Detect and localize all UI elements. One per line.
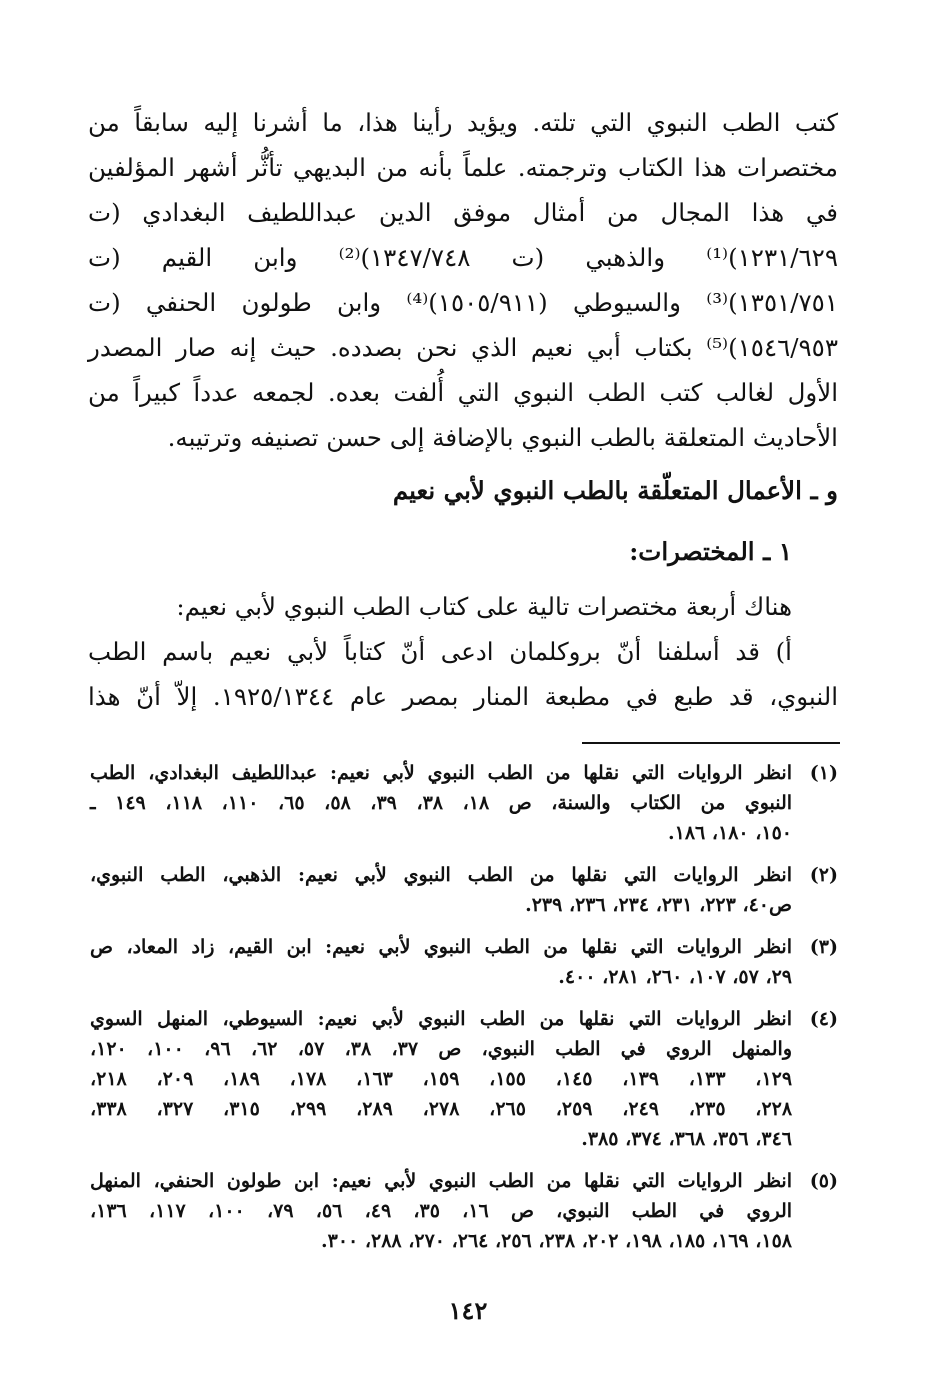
footnote-line: ١٥٨، ١٦٩، ١٨٥، ١٩٨، ٢٠٢، ٢٣٨، ٢٥٦، ٢٦٤، ٢٧٠، ٢٨٨، ٣٠٠. [321,1230,792,1252]
text-line: ١٥٤٦/٩٥٣)⁽⁵⁾ بكتاب أبي نعيم الذي نحن بصدده. حيث إنه صار المصدر [88,333,838,362]
main-text [88,100,838,719]
footnote-line: النبوي من الكتاب والسنة، ص ١٨، ٣٨، ٣٩، ٥٨، ٦٥، ١١٠، ١١٨، ١٤٩ ـ [90,792,793,814]
footnote-number: (٣) [809,936,838,958]
text-line: ١٢٣١/٦٢٩)⁽¹⁾ والذهبي (ت ١٣٤٧/٧٤٨)⁽²⁾ وابن القيم (ت [88,243,838,272]
footnote-line: ١٢٩، ١٣٣، ١٣٩، ١٤٥، ١٥٥، ١٥٩، ١٦٣، ١٧٨، ١٨٩، ٢٠٩، ٢١٨، [90,1068,793,1090]
footnote [90,932,838,992]
section-heading: و ـ الأعمال المتعلّقة بالطب النبوي لأبي نعيم [392,476,838,505]
footnote-line: والمنهل الروي في الطب النبوي، ص ٣٧، ٣٨، ٥٧، ٦٢، ٩٦، ١٠٠، ١٢٠، [90,1038,793,1060]
text-line: الأحاديث المتعلقة بالطب النبوي بالإضافة إلى حسن تصنيفه وترتيبه. [167,423,838,452]
footnote-line: انظر الروايات التي نقلها من الطب النبوي لأبي نعيم: ابن طولون الحنفي، المنهل [90,1170,792,1192]
footnote-number: (٥) [809,1170,838,1192]
footnote-line: انظر الروايات التي نقلها من الطب النبوي لأبي نعيم: عبداللطيف البغدادي، الطب [90,762,792,784]
list-item-a-line: أ) قد أسلفنا أنّ بروكلمان ادعى أنّ كتاباً لأبي نعيم باسم الطب [88,637,792,666]
footnote-line: ٣٤٦، ٣٥٦، ٣٦٨، ٣٧٤، ٣٨٥. [581,1128,792,1150]
intro-line: هناك أربعة مختصرات تالية على كتاب الطب النبوي لأبي نعيم: [176,592,792,621]
footnote-number: (٤) [809,1008,838,1030]
text-line: ١٣٥١/٧٥١)⁽³⁾ والسيوطي (١٥٠٥/٩١١)⁽⁴⁾ وابن طولون الحنفي (ت [88,288,838,317]
footnote [90,1166,838,1256]
text-line: الأول لغالب كتب الطب النبوي التي أُلفت بعده. لجمعه عدداً كبيراً من [88,378,838,407]
footnote-line: ٢٩، ٥٧، ١٠٧، ٢٦٠، ٢٨١، ٤٠٠. [558,966,792,988]
list-item-a-line: النبوي، قد طبع في مطبعة المنار بمصر عام ١٩٢٥/١٣٤٤. إلاّ أنّ هذا [88,682,838,711]
footnote-divider [582,742,840,744]
footnote-number: (٢) [809,864,838,886]
footnote-line: ص٤٠، ٢٢٣، ٢٣١، ٢٣٤، ٢٣٦، ٢٣٩. [525,894,792,916]
footnote [90,758,838,848]
footnote [90,1004,838,1154]
text-line: كتب الطب النبوي التي تلته. ويؤيد رأينا هذا، ما أشرنا إليه سابقاً من [88,108,838,137]
footnote-line: انظر الروايات التي نقلها من الطب النبوي لأبي نعيم: السيوطي، المنهل السوي [90,1008,793,1030]
text-line: في هذا المجال من أمثال موفق الدين عبداللطيف البغدادي (ت [88,198,838,227]
footnotes [90,758,838,1268]
footnote-line: الروي في الطب النبوي، ص ١٦، ٣٥، ٤٩، ٥٦، ٧٩، ١٠٠، ١١٧، ١٣٦، [90,1200,793,1222]
footnote-line: انظر الروايات التي نقلها من الطب النبوي لأبي نعيم: ابن القيم، زاد المعاد، ص [90,936,792,958]
footnote-line: انظر الروايات التي نقلها من الطب النبوي لأبي نعيم: الذهبي، الطب النبوي، [90,864,792,886]
subsection-heading: ١ ـ المختصرات: [629,537,792,566]
footnote [90,860,838,920]
footnote-line: ١٥٠، ١٨٠، ١٨٦. [668,822,792,844]
footnote-number: (١) [809,762,838,784]
page-number: ١٤٢ [448,1296,488,1325]
footnote-line: ٢٢٨، ٢٣٥، ٢٤٩، ٢٥٩، ٢٦٥، ٢٧٨، ٢٨٩، ٢٩٩، ٣١٥، ٣٢٧، ٣٣٨، [90,1098,793,1120]
text-line: مختصرات هذا الكتاب وترجمته. علماً بأنه من البديهي تأثُّر أشهر المؤلفين [88,153,838,182]
